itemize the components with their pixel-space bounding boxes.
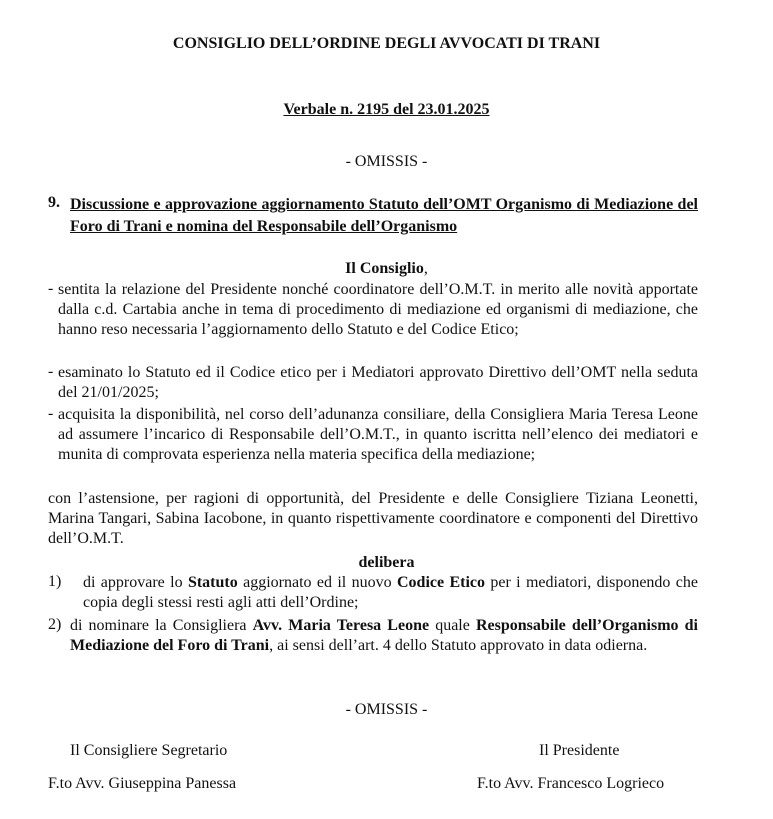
resolution-2-part: di nominare la Consigliera [70,617,253,634]
resolution-1-part: per i mediatori, disponendo che copia degli stessi resti agli atti dell’Ordine; [83,574,698,611]
bullet-dash: - [48,363,54,380]
document-title: CONSIGLIO DELL’ORDINE DEGLI AVVOCATI DI TRANI [172,35,601,52]
resolution-2-part: quale [429,617,476,634]
bullet-dash: - [48,280,54,297]
omissis-top: - OMISSIS - [345,153,428,170]
resolution-2-text [70,616,698,656]
premise-paragraph-3: acquisita la disponibilità, nel corso dell’adunanza consiliare, della Consigliera Maria Teresa Leone ad assumere l’incarico di Responsabile dell’O.M.T., in quanto iscritta nell’elenco dei mediatori e munita di comprovata esperienza nella materia specifica della mediazione; [58,406,698,463]
premise-paragraph-4: con l’astensione, per ragioni di opportunità, del Presidente e delle Consigliere Tiziana Leonetti, Marina Tangari, Sabina Iacobone, in quanto rispettivamente coordinatore e componenti del Direttivo dell’O.M.T. [48,490,698,547]
resolution-2-role: Responsabile dell’Organismo di Mediazione del Foro di Trani [70,617,699,654]
item-number: 9. [48,194,60,211]
verbale-line [0,101,773,119]
consiglio-label: Il Consiglio [345,260,424,277]
verbale-number: Verbale n. 2195 del 23.01.2025 [283,101,490,118]
consiglio-heading [0,260,773,278]
resolution-2-name: Avv. Maria Teresa Leone [252,617,430,634]
resolution-1-number: 1) [48,573,62,590]
omissis-bottom: - OMISSIS - [345,701,428,718]
delibera-heading: delibera [358,554,415,571]
resolution-1-part: di approvare lo [83,574,188,591]
resolution-1-statuto: Statuto [187,574,238,591]
premise-paragraph-2: esaminato lo Statuto ed il Codice etico per i Mediatori approvato Direttivo dell’OMT nella seduta del 21/01/2025; [58,364,698,401]
resolution-1-codice: Codice Etico [396,574,485,591]
premise-paragraph-1: sentita la relazione del Presidente nonché coordinatore dell’O.M.T. in merito alle novità apportate dalla c.d. Cartabia anche in tema di procedimento di mediazione ed organismi di mediazione, che hanno reso necessaria l’aggiornamento dello Statuto e del Codice Etico; [58,281,698,338]
resolution-2-part: , ai sensi dell’art. 4 dello Statuto approvato in data odierna. [269,637,648,654]
secretary-name: F.to Avv. Giuseppina Panessa [48,775,237,792]
resolution-2-number: 2) [48,616,62,633]
president-role: Il Presidente [539,742,620,759]
resolution-1-part: aggiornato ed il nuovo [237,574,397,591]
secretary-role: Il Consigliere Segretario [70,742,228,759]
bullet-dash: - [48,405,54,422]
resolution-1-text [83,573,698,613]
consiglio-punct: , [423,260,428,277]
item-heading: Discussione e approvazione aggiornamento Statuto dell’OMT Organismo di Mediazione del Foro di Trani e nomina del Responsabile dell’Organismo [70,196,698,235]
president-name: F.to Avv. Francesco Logrieco [477,775,665,792]
